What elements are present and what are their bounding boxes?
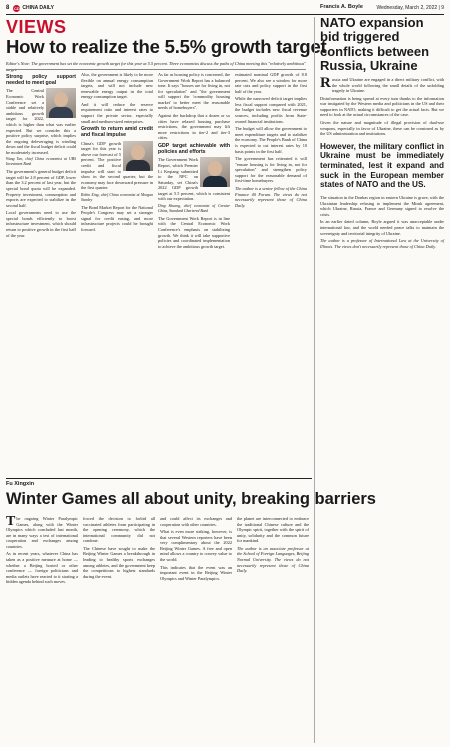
paragraph: As far as housing policy is concerned, the Government Work Report has a balanced tone. It says "houses are for living in, not for speculation" and "the government will support the 'commodity housing market' to better meet the reasonable needs of homebuyers".: [158, 72, 230, 111]
paragraph: China's GDP growth target for this year is above our forecast of 5 percent. The positive credit and fiscal impulse will start to show in the second quarter, but the economy may face downward pressure in the first quarter.: [81, 140, 153, 191]
bottom-headline: Winter Games all about unity, breaking barriers: [6, 490, 376, 508]
lead-column-4: [235, 72, 307, 474]
lead-column-3: [158, 72, 230, 474]
lead-column-2: [81, 72, 153, 474]
subhead-strong-policy: Strong policy support needed to meet goal: [6, 74, 76, 87]
paragraph: As in recent years, whatever China has taken as a positive measure at home — whether a Beijing hosted or other conference — foreign politicians and media outlets have reacted to it starting a hidden agenda behind such moves.: [6, 551, 78, 585]
author-bio: The author is a senior fellow of the China Finance 40 Forum. The views do not necessarily represent those of China Daily.: [235, 185, 307, 208]
paragraph: And it will reduce the reserve requirement ratio and interest rates to support the private sector, especially small and medium-sized enterprises.: [81, 101, 153, 124]
paragraph: Against the backdrop that a dozen or so cities have relaxed housing purchase restrictions, the government may lift more restrictions in tier-2 and tier-3 cities.: [158, 113, 230, 141]
paragraph: While the narrowed deficit target implies less fiscal support compared with 2021, the budget includes new fiscal revenue sources, including profits from State-owned financial institutions.: [235, 96, 307, 124]
photo-caption: Robin Xing, chief China economist at Morgan Stanley: [81, 192, 153, 202]
paragraph: This indicates that the event was an important event in the Beijing Winter Olympics and Winter Paralympics.: [160, 564, 232, 581]
paragraph: What is even more striking, however, is that several Western reporters have been very complimentary about the 2022 Beijing Winter Games. A free and open mind allows a country to convey value to the world.: [160, 529, 232, 563]
paragraph: The Government Work Report, which Premier Li Keqiang submitted to the NPC on Saturday, set China's 2022 GDP growth target at 5.5 percent, which is consistent with our expectation.: [158, 157, 230, 202]
author-bio: The author is a professor of International Law at the University of Illinois. The views don't necessarily represent those of China Daily.: [320, 238, 444, 249]
photo-caption: Wang Tao, chief China economist at UBS Investment Bank: [6, 157, 76, 167]
paragraph: The budget will allow the government to meet expenditure targets and to stabilize the economy. The People's Bank of China is expected to cut interest rates by 10 basis points in the first half.: [235, 126, 307, 154]
paragraph: Local governments need to use the special bonds efficiently to boost infrastructure investment, which should return to positive growth in the first half of the year.: [6, 210, 76, 238]
bottom-column-1: [6, 516, 78, 742]
logo-mark-icon: CD: [13, 5, 20, 11]
lead-rule: [6, 69, 306, 70]
date-line: Wednesday, March 2, 2022 | 9: [376, 5, 444, 11]
paragraph: The ongoing Winter Paralympic Games, along with the Winter Olympics which concluded last month, are in many ways a test of international cooperation and exchanges among countries.: [6, 516, 78, 549]
paragraph: The government has reiterated it will "ensure housing is for living in, not for speculation" and strengthen policy support for the reasonable demand of first-time homebuyers.: [235, 156, 307, 184]
paragraph: Given the nature and magnitude of illegal provision of dual-use weapons, especially in favor of Ukraine, these can be construed as by the US administration and institutions.: [320, 120, 444, 137]
paragraph: Disinformation is being spread at every turn thanks to the information war instigated by the Western media and politicians in the US and their supporters in NATO, making it difficult to get the actual facts. But we need to look at the actual circumstances of the case.: [320, 95, 444, 118]
paragraph: Russia and Ukraine are engaged in a direct military conflict, with the whole world following the small details of the unfolding tragedy in Ukraine.: [320, 75, 444, 94]
page-number: 8: [6, 5, 10, 11]
subhead-gdp-target: GDP target achievable with policies and efforts: [158, 142, 230, 156]
paper-logo: [13, 5, 54, 12]
paragraph: forced the decision to forbid all vaccinated athletes from participating in the opening ceremony, which the international community did not condone.: [83, 516, 155, 544]
column-divider: [314, 17, 315, 743]
lead-headline: How to realize the 5.5% growth target: [6, 36, 327, 57]
paragraph: and could affect its exchanges and cooperation with other countries.: [160, 516, 232, 527]
bottom-author: Fu Xingxin: [6, 481, 35, 487]
author-bio: The author is an associate professor at the School of Foreign Languages, Beijing Normal University. The views do not necessarily represent those of China Daily.: [237, 545, 309, 574]
portrait-wang-tao: [46, 88, 76, 118]
masthead: [6, 3, 444, 13]
right-author: Francis A. Boyle: [320, 4, 363, 10]
right-article-body: [320, 77, 444, 251]
paragraph: The Government Work Report is in line with the Central Economic Work Conference's emphasis on stabilizing growth. We think it will take supportive policies and coordinated implementation to achieve the ambitious growth target.: [158, 215, 230, 249]
paragraph: the planet are interconnected to embrace the traditional Chinese culture and the Olympic spirit, together with the spirit of unity, solidarity and the common future for mankind.: [237, 516, 309, 544]
paragraph: The Bond Market Report for the National People's Congress may set a stronger signal for credit easing, and more infrastructure projects could be brought forward.: [81, 204, 153, 233]
editor-note: Editor's Note: The government has set the economic growth target for this year at 5.5 percent. Three economists discuss the paths of China meeting this "relatively ambitious" target.: [6, 61, 306, 72]
photo-caption: Ding Shuang, chief economist of Greater China, Standard Chartered Bank: [158, 204, 230, 213]
paragraph: The government's general budget deficit target will be 2.8 percent of GDP, lower than the 3.2 percent of last year, but the special bond quota will be expanded. Property investment, consumption and exports are expected to stabilize in the second half.: [6, 169, 76, 208]
paper-name: CHINA DAILY: [22, 5, 54, 11]
paragraph: The Central Economic Work Conference set a stable and relatively ambitious growth target for 2022, which is higher than what was earlier expected. But we consider this a positive policy surprise, which implies the ongoing deleveraging is winding down and the fiscal budget deficit could be moderately increased.: [6, 88, 76, 155]
section-title: VIEWS: [6, 17, 67, 37]
lead-column-1: [6, 72, 76, 474]
pull-quote: However, the military conflict in Ukraine must be immediately terminated, lest it expand and suck in the European member states of NATO and the US.: [320, 141, 444, 190]
paragraph: The situation in the Donbas region in eastern Ukraine is grave, with the Ukrainian leadership refusing to implement the Minsk agreement, which Ukraine, Russia, France and Germany signed to resolve the crisis.: [320, 195, 444, 217]
right-headline: NATO expansion bid triggered conflicts between Russia, Ukraine: [320, 15, 430, 73]
bottom-column-3: [160, 516, 232, 742]
bottom-rule: [6, 478, 312, 479]
paragraph: Also, the government is likely to be more flexible on annual energy consumption targets, and will not include new renewable energy output in the total energy consumption target.: [81, 72, 153, 100]
paragraph: estimated nominal GDP growth of 8.8 percent. We also see a window for more rate cuts and policy support in the first half of the year.: [235, 72, 307, 94]
subhead-growth-return: Growth to return amid credit and fiscal impulse: [81, 126, 153, 139]
portrait-ding-shuang: [200, 157, 230, 187]
portrait-robin-xing: [123, 141, 153, 171]
bottom-column-4: [237, 516, 309, 742]
bottom-column-2: [83, 516, 155, 742]
paragraph: The Chinese have sought to make the Beijing Winter Games a breakthrough in leading to healthy sports exchanges among athletes, and the government keep the competitions to highest standards during the event.: [83, 545, 155, 579]
paragraph: In an earlier dated column, Boyle argued it was unacceptable under international law, and the world needed peace talks to maintain the sovereignty and territorial integrity of Ukraine.: [320, 219, 444, 236]
